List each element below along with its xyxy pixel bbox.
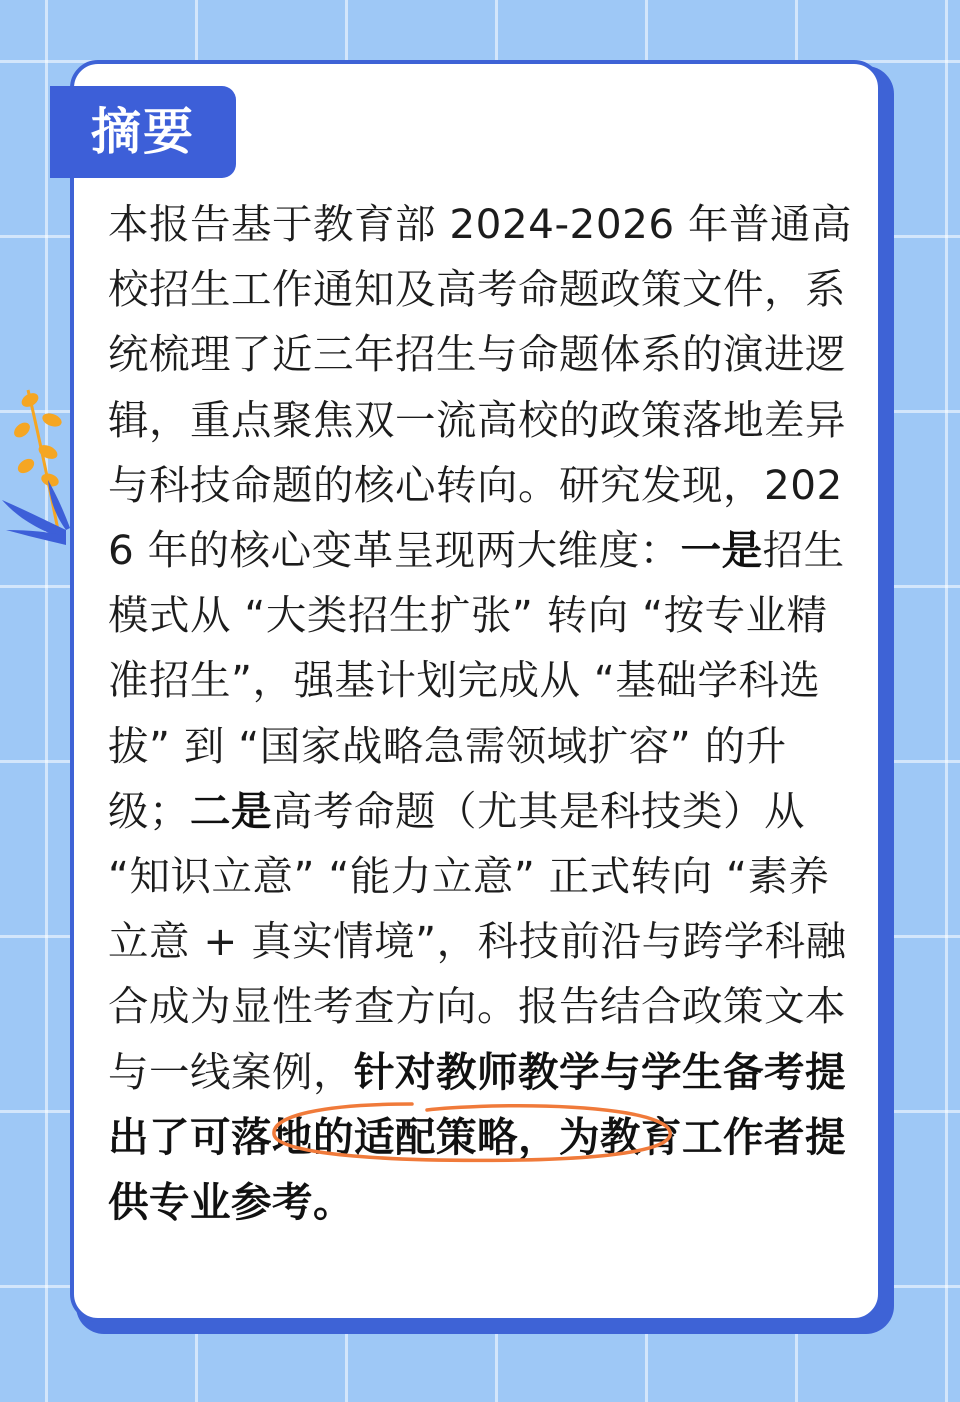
abstract-bold-point: 一是 bbox=[680, 526, 763, 575]
abstract-segment: 高考命题（尤其是科技类）从 “知识立意” “能力立意” 正式转向 “素养立意 + 真实情境”，科技前沿与跨学科融合成为显性考查方向。报告结合政策文本与一线案例， bbox=[108, 786, 847, 1096]
abstract-bold-conclusion: 针对教师教学与学生备考提出了可落地的适配策略，为教育工作者提供专业参考。 bbox=[108, 1047, 846, 1227]
highlight-circle-mark bbox=[262, 1098, 682, 1168]
abstract-segment: 招生模式从 “大类招生扩张” 转向 “按专业精准招生”，强基计划完成从 “基础学科选拔” 到 “国家战略急需领域扩容” 的升级； bbox=[108, 526, 845, 835]
plant-decoration-icon bbox=[0, 380, 80, 550]
abstract-bold-point: 二是 bbox=[190, 786, 272, 835]
section-tag bbox=[50, 86, 236, 178]
abstract-segment: 本报告基于教育部 2024-2026 年普通高校招生工作通知及高考命题政策文件，系统梳理了近三年招生与命题体系的演进逻辑，重点聚焦双一流高校的政策落地差异与科技命题的核心转向。研究发现，2026 年的核心变革呈现两大维度： bbox=[108, 200, 852, 575]
abstract-text bbox=[108, 192, 858, 1235]
section-tag-label: 摘要 bbox=[91, 103, 195, 161]
